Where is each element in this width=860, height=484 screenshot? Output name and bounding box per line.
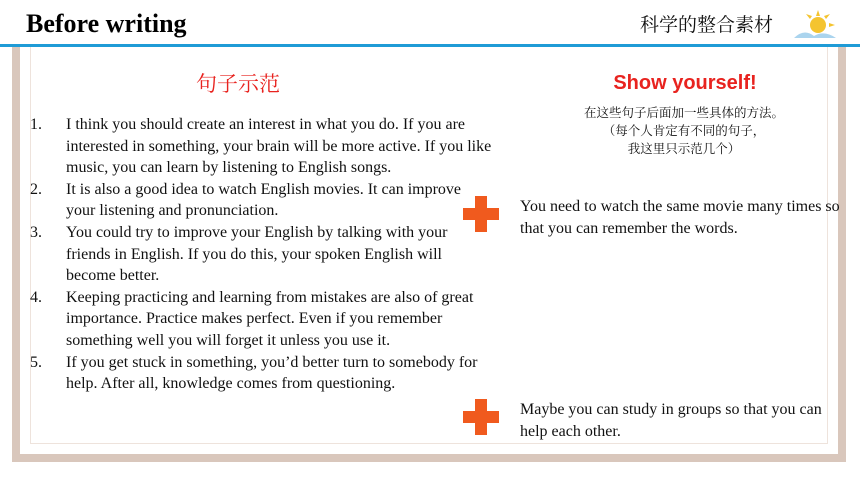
plus-icon [463, 196, 499, 232]
item-text: Keeping practicing and learning from mistakes are also of great importance. Practice makes perfect. Even if you remember something well you will forget it unless you use it. [66, 288, 474, 349]
title-bar [0, 0, 860, 46]
added-method-text: Maybe you can study in groups so that you can help each other. [520, 401, 822, 440]
item-text: I think you should create an interest in what you do. If you are interested in something, your brain will be more active. If you like music, you can learn by listening to English songs. [66, 116, 492, 177]
item-number: 2. [30, 180, 42, 198]
instruction-text [548, 104, 820, 158]
item-text: You could try to improve your English by talking with your friends in English. If you do this, your spoken English will become better. [66, 223, 448, 285]
list-item [30, 114, 494, 179]
slide-title: Before writing [26, 9, 187, 38]
list-item [30, 179, 494, 222]
item-text: It is also a good idea to watch English movies. It can improve your listening and pronunciation. [66, 180, 462, 220]
plus-icon [463, 399, 499, 435]
logo-text: 科学的整合素材 [640, 14, 774, 36]
item-number: 3. [30, 223, 42, 241]
section-heading: 句子示范 [196, 72, 280, 96]
item-number: 1. [30, 116, 42, 133]
sun-logo-icon [790, 8, 840, 42]
item-number: 4. [30, 288, 42, 306]
show-yourself-title: Show yourself! [613, 72, 757, 94]
instruction-line: 我这里只示范几个） [627, 141, 741, 156]
instruction-line: （每个人肯定有不同的句子， [602, 123, 766, 138]
item-number: 5. [30, 353, 42, 371]
added-method-text: You need to watch the same movie many times so that you can remember the words. [520, 198, 840, 237]
list-item [30, 352, 494, 395]
title-rule [0, 44, 860, 47]
example-sentence-list [30, 114, 494, 395]
instruction-line: 在这些句子后面加一些具体的方法。 [583, 105, 784, 120]
list-item [30, 287, 494, 352]
item-text: If you get stuck in something, you’d better turn to somebody for help. After all, knowledge comes from questioning. [66, 353, 478, 393]
list-item [30, 222, 494, 287]
